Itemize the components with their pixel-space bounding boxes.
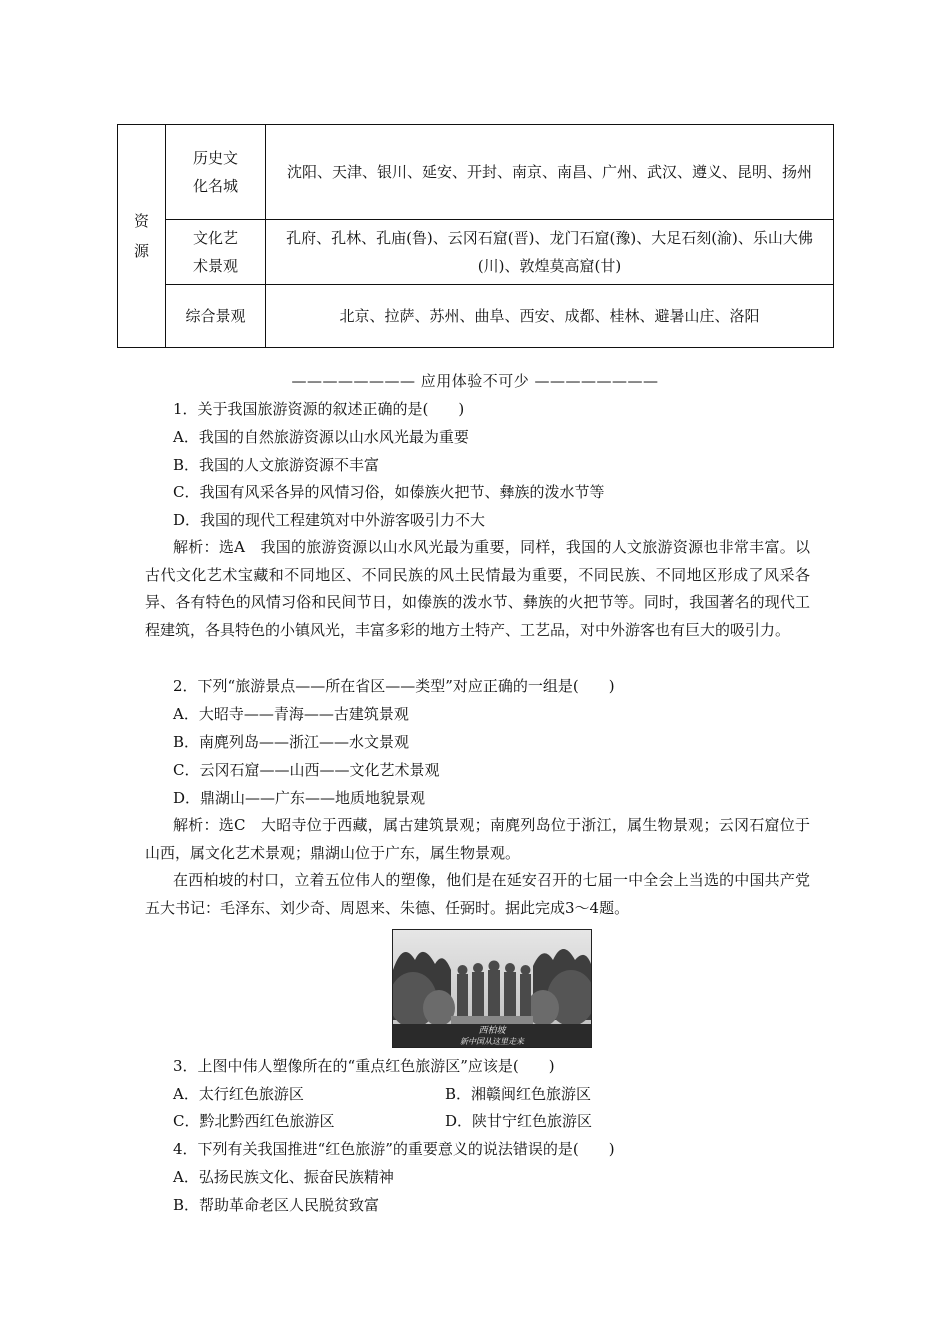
question-1-analysis: 解析：选A 我国的旅游资源以山水风光最为重要，同样，我国的人文旅游资源也非常丰富。以古代文化艺术宝藏和不同地区、不同民族的风土民情最为重要，不同民族、不同地区形成了风采各异、各有特色的风情习俗和民间节日，如傣族的泼水节、彝族的火把节等。同时，我国著名的现代工程建筑，各具特色的小镇风光，丰富多彩的地方土特产、工艺品，对中外游客也有巨大的吸引力。 <box>145 538 810 639</box>
question-2-option-a: A．大昭寺——青海——古建筑景观 <box>173 705 409 723</box>
table-row <box>118 285 834 348</box>
question-4-option-a: A．弘扬民族文化、振奋民族精神 <box>173 1168 394 1186</box>
subcategory-label: 历史文 <box>192 149 238 167</box>
question-2-stem: 2．下列“旅游景点——所在省区——类型”对应正确的一组是( ) <box>173 677 615 695</box>
table-row <box>118 220 834 285</box>
question-1-option-a: A．我国的自然旅游资源以山水风光最为重要 <box>173 428 469 446</box>
question-1-option-d: D．我国的现代工程建筑对中外游客吸引力不大 <box>173 511 486 529</box>
table-row <box>118 125 834 220</box>
subcategory-label: 术景观 <box>192 257 238 275</box>
subcategory-label: 文化艺 <box>192 229 238 247</box>
category-cell <box>118 125 166 348</box>
subcategory-label: 化名城 <box>192 177 238 195</box>
subcategory-label: 综合景观 <box>185 307 246 325</box>
statues-photo <box>392 929 592 1048</box>
question-4-option-b: B．帮助革命老区人民脱贫致富 <box>173 1196 380 1214</box>
subcategory-cell <box>166 220 266 285</box>
question-2-analysis: 解析：选C 大昭寺位于西藏，属古建筑景观；南麂列岛位于浙江，属生物景观；云冈石窟位于山西，属文化艺术景观；鼎湖山位于广东，属生物景观。 <box>145 816 810 862</box>
value-cell: 北京、拉萨、苏州、曲阜、西安、成都、桂林、避暑山庄、洛阳 <box>266 285 834 348</box>
photo-sign-subtext: 新中国从这里走来 <box>460 1037 524 1046</box>
question-3-option-a: A．太行红色旅游区 <box>173 1085 304 1103</box>
subcategory-cell <box>166 285 266 348</box>
question-4-stem: 4．下列有关我国推进“红色旅游”的重要意义的说法错误的是( ) <box>173 1140 615 1158</box>
value-cell: 沈阳、天津、银川、延安、开封、南京、南昌、广州、武汉、遵义、昆明、扬州 <box>266 125 834 220</box>
question-2-option-c: C．云冈石窟——山西——文化艺术景观 <box>173 761 440 779</box>
question-1-option-b: B．我国的人文旅游资源不丰富 <box>173 456 380 474</box>
subcategory-cell <box>166 125 266 220</box>
intro-paragraph: 在西柏坡的村口，立着五位伟人的塑像，他们是在延安召开的七届一中全会上当选的中国共产党五大书记：毛泽东、刘少奇、周恩来、朱德、任弼时。据此完成3～4题。 <box>145 871 810 917</box>
photo-sign-text: 西柏坡 <box>478 1026 506 1036</box>
category-char: 资 <box>133 212 149 230</box>
question-2-option-b: B．南麂列岛——浙江——水文景观 <box>173 733 410 751</box>
resource-table <box>117 124 834 348</box>
question-3-option-b: B．湘赣闽红色旅游区 <box>445 1085 592 1103</box>
value-cell: 孔府、孔林、孔庙(鲁)、云冈石窟(晋)、龙门石窟(豫)、大足石刻(渝)、乐山大佛(川)、敦煌莫高窟(甘) <box>266 220 834 285</box>
question-1-option-c: C．我国有风采各异的风情习俗，如傣族火把节、彝族的泼水节等 <box>173 483 605 501</box>
question-1-stem: 1．关于我国旅游资源的叙述正确的是( ) <box>173 400 465 418</box>
category-char: 源 <box>133 242 149 260</box>
statues-photo-image <box>393 930 591 1047</box>
question-3-stem: 3．上图中伟人塑像所在的“重点红色旅游区”应该是( ) <box>173 1057 555 1075</box>
question-2-option-d: D．鼎湖山——广东——地质地貌景观 <box>173 789 426 807</box>
question-3-option-c: C．黔北黔西红色旅游区 <box>173 1112 335 1130</box>
section-title: ———————— 应用体验不可少 ———————— <box>291 372 659 390</box>
question-3-option-d: D．陕甘宁红色旅游区 <box>445 1112 593 1130</box>
